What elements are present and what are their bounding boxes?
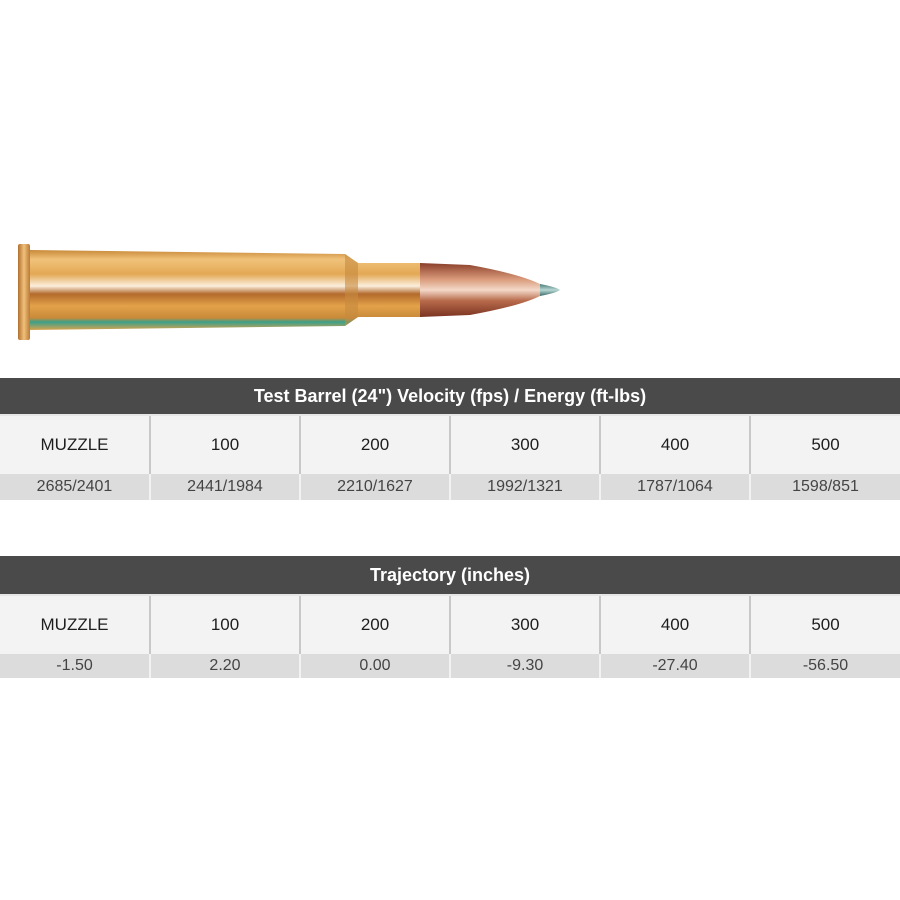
trajectory-value-cell: 2.20 [150, 654, 300, 678]
velocity-value-cell: 2685/2401 [0, 474, 150, 500]
velocity-value-cell: 1598/851 [750, 474, 900, 500]
trajectory-header-row [0, 595, 900, 654]
trajectory-header-cell: 200 [300, 595, 450, 654]
velocity-header-cell: MUZZLE [0, 415, 150, 474]
trajectory-header-cell: 300 [450, 595, 600, 654]
trajectory-table-title: Trajectory (inches) [0, 556, 900, 595]
velocity-value-cell: 2210/1627 [300, 474, 450, 500]
trajectory-value-cell: -27.40 [600, 654, 750, 678]
trajectory-header-cell: 500 [750, 595, 900, 654]
velocity-header-row [0, 415, 900, 474]
velocity-value-row [0, 474, 900, 500]
velocity-header-cell: 300 [450, 415, 600, 474]
trajectory-header-cell: MUZZLE [0, 595, 150, 654]
velocity-value-cell: 2441/1984 [150, 474, 300, 500]
trajectory-table [0, 556, 900, 678]
trajectory-value-row [0, 654, 900, 678]
rifle-cartridge-icon [0, 230, 580, 350]
trajectory-value-cell: -1.50 [0, 654, 150, 678]
velocity-header-cell: 100 [150, 415, 300, 474]
velocity-header-cell: 200 [300, 415, 450, 474]
velocity-energy-table [0, 378, 900, 500]
velocity-value-cell: 1992/1321 [450, 474, 600, 500]
trajectory-value-cell: -9.30 [450, 654, 600, 678]
trajectory-header-cell: 100 [150, 595, 300, 654]
velocity-table-title: Test Barrel (24") Velocity (fps) / Energy (ft-lbs) [0, 378, 900, 415]
trajectory-value-cell: -56.50 [750, 654, 900, 678]
velocity-header-cell: 400 [600, 415, 750, 474]
trajectory-header-cell: 400 [600, 595, 750, 654]
velocity-value-cell: 1787/1064 [600, 474, 750, 500]
velocity-header-cell: 500 [750, 415, 900, 474]
trajectory-value-cell: 0.00 [300, 654, 450, 678]
